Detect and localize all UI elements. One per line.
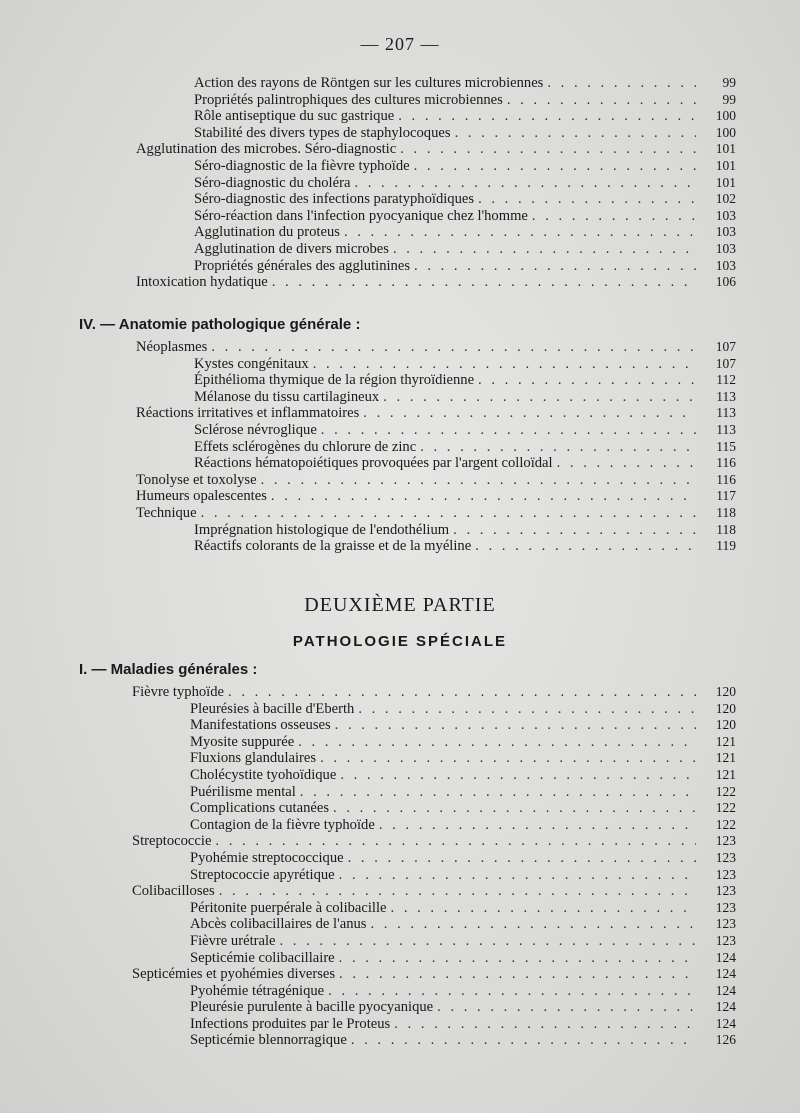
dot-leader (313, 356, 696, 373)
toc-entry (136, 455, 736, 472)
toc-entry-label: Infections produites par le Proteus (190, 1015, 391, 1032)
toc-entry-page: 119 (716, 538, 736, 554)
dot-leader (379, 817, 696, 834)
toc-entry (132, 784, 736, 801)
toc-entry (136, 405, 736, 422)
toc-entry-label: Sclérose névroglique (194, 421, 317, 438)
toc-entry (132, 916, 736, 933)
toc-entry-label: Pyohémie tétragénique (190, 982, 325, 999)
dot-leader (271, 488, 696, 505)
dot-leader (414, 258, 696, 275)
toc-entry (132, 701, 736, 718)
toc-entry (136, 372, 736, 389)
dot-leader (370, 916, 696, 933)
toc-entry-page: 103 (715, 240, 736, 256)
dot-leader (437, 999, 696, 1016)
toc-entry-label: Propriétés palintrophiques des cultures microbiennes (194, 91, 503, 108)
dot-leader (455, 125, 696, 142)
toc-entry-page: 124 (715, 1015, 736, 1031)
toc-entry-page: 123 (715, 916, 736, 932)
dot-leader (215, 833, 696, 850)
dot-leader (339, 950, 696, 967)
toc-entry (132, 883, 736, 900)
dot-leader (358, 701, 696, 718)
toc-entry (136, 356, 736, 373)
toc-entry-label: Manifestations osseuses (190, 717, 331, 734)
toc-entry-page: 117 (716, 488, 736, 504)
toc-entry-page: 115 (716, 438, 736, 454)
toc-entry-page: 113 (716, 421, 736, 437)
dot-leader (280, 933, 697, 950)
toc-entry-label: Kystes congénitaux (194, 355, 309, 372)
toc-entry (136, 175, 736, 192)
toc-entry-page: 122 (715, 800, 736, 816)
toc-entry-label: Septicémies et pyohémies diverses (132, 966, 336, 983)
toc-entry-page: 107 (715, 355, 736, 371)
toc-entry-label: Rôle antiseptique du suc gastrique (194, 108, 395, 125)
toc-entry (136, 75, 736, 92)
toc-entry (136, 274, 736, 291)
dot-leader (339, 966, 696, 983)
part-title: DEUXIÈME PARTIE (304, 594, 496, 616)
dot-leader (398, 108, 696, 125)
toc-entry-label: Complications cutanées (190, 800, 330, 817)
toc-entry (136, 389, 736, 406)
toc-entry-page: 101 (715, 174, 736, 190)
toc-entry (136, 422, 736, 439)
dot-leader (391, 900, 696, 917)
toc-block-microbiology (136, 75, 736, 291)
toc-entry (136, 191, 736, 208)
toc-entry-page: 123 (715, 932, 736, 948)
toc-entry-page: 118 (716, 504, 736, 520)
toc-entry-label: Propriétés générales des agglutinines (194, 257, 411, 274)
toc-entry-label: Tonolyse et toxolyse (136, 471, 257, 488)
toc-entry-page: 124 (715, 982, 736, 998)
part-subtitle: PATHOLOGIE SPÉCIALE (292, 633, 508, 650)
dot-leader (393, 241, 696, 258)
toc-entry-page: 120 (715, 717, 736, 733)
toc-entry-page: 102 (715, 191, 736, 207)
toc-entry-page: 123 (715, 849, 736, 865)
toc-entry (132, 833, 736, 850)
toc-entry (136, 108, 736, 125)
dot-leader (339, 867, 696, 884)
dot-leader (300, 784, 696, 801)
section-heading-maladies: I. — Maladies générales : (79, 661, 258, 678)
dot-leader (547, 75, 696, 92)
toc-entry-page: 120 (715, 700, 736, 716)
toc-entry-page: 121 (715, 750, 736, 766)
toc-entry-page: 103 (715, 207, 736, 223)
toc-entry-label: Abcès colibacillaires de l'anus (190, 916, 367, 933)
toc-entry-label: Épithélioma thymique de la région thyroïdienne (194, 372, 475, 389)
toc-entry (132, 966, 736, 983)
toc-block-anatomie (136, 339, 736, 555)
toc-entry (132, 750, 736, 767)
toc-entry-label: Séro-diagnostic des infections paratyphoïdiques (194, 191, 475, 208)
toc-entry (136, 538, 736, 555)
toc-entry-page: 124 (715, 949, 736, 965)
toc-entry-page: 123 (715, 899, 736, 915)
toc-entry-page: 100 (715, 108, 736, 124)
dot-leader (219, 883, 696, 900)
dot-leader (507, 92, 696, 109)
dot-leader (333, 800, 696, 817)
toc-entry (132, 933, 736, 950)
page-number: — 207 — (360, 34, 440, 54)
toc-entry-label: Colibacilloses (132, 883, 215, 900)
toc-entry-label: Stabilité des divers types de staphylocoques (194, 124, 451, 141)
toc-entry (136, 488, 736, 505)
dot-leader (321, 422, 696, 439)
toc-entry-label: Puérilisme mental (190, 783, 296, 800)
toc-entry-page: 120 (715, 684, 736, 699)
toc-entry-label: Péritonite puerpérale à colibacille (190, 899, 387, 916)
toc-entry-label: Intoxication hydatique (136, 274, 268, 291)
dot-leader (298, 734, 696, 751)
toc-entry (136, 125, 736, 142)
dot-leader (394, 1016, 696, 1033)
dot-leader (420, 439, 696, 456)
toc-entry-page: 122 (715, 783, 736, 799)
toc-entry-page: 107 (715, 339, 736, 354)
toc-entry (136, 472, 736, 489)
section-heading-anatomie: IV. — Anatomie pathologique générale : (79, 316, 361, 333)
toc-entry (132, 867, 736, 884)
dot-leader (348, 850, 696, 867)
dot-leader (414, 158, 696, 175)
toc-entry-label: Humeurs opalescentes (136, 488, 267, 505)
toc-entry-page: 113 (716, 388, 736, 404)
toc-entry (132, 734, 736, 751)
toc-entry (132, 767, 736, 784)
toc-entry-label: Séro-diagnostic de la fièvre typhoïde (194, 157, 410, 174)
toc-entry (132, 1016, 736, 1033)
toc-entry-page: 101 (715, 157, 736, 173)
dot-leader (328, 983, 696, 1000)
toc-entry-label: Réactions hématopoiétiques provoquées par l'argent colloïdal (194, 455, 553, 472)
toc-entry-page: 103 (715, 224, 736, 240)
dot-leader (363, 405, 696, 422)
toc-entry-label: Streptococcie (132, 833, 212, 850)
dot-leader (354, 175, 696, 192)
toc-entry (136, 141, 736, 158)
toc-entry-page: 122 (715, 816, 736, 832)
dot-leader (453, 522, 696, 539)
toc-entry-page: 124 (715, 999, 736, 1015)
toc-entry-label: Contagion de la fièvre typhoïde (190, 816, 375, 833)
toc-entry-label: Imprégnation histologique de l'endothélium (194, 521, 450, 538)
toc-block-maladies (132, 684, 736, 1049)
toc-entry-page: 124 (715, 966, 736, 982)
toc-entry-page: 106 (715, 274, 736, 290)
toc-entry (136, 505, 736, 522)
toc-entry-label: Action des rayons de Röntgen sur les cultures microbiennes (194, 75, 544, 91)
dot-leader (335, 717, 696, 734)
dot-leader (475, 538, 696, 555)
toc-entry-label: Réactifs colorants de la graisse et de la myéline (194, 538, 472, 555)
dot-leader (344, 224, 696, 241)
toc-entry-page: 101 (715, 141, 736, 157)
dot-leader (272, 274, 696, 291)
dot-leader (351, 1032, 696, 1049)
toc-entry (136, 522, 736, 539)
toc-entry (136, 208, 736, 225)
toc-entry-page: 123 (715, 883, 736, 899)
toc-entry-label: Effets sclérogènes du chlorure de zinc (194, 438, 417, 455)
toc-entry-label: Séro-diagnostic du choléra (194, 174, 351, 191)
dot-leader (478, 191, 696, 208)
toc-entry (132, 999, 736, 1016)
dot-leader (383, 389, 696, 406)
toc-entry-page: 99 (722, 91, 736, 107)
toc-entry (132, 717, 736, 734)
toc-entry-label: Agglutination du proteus (194, 224, 340, 241)
toc-entry-label: Septicémie blennorragique (190, 1032, 347, 1049)
toc-entry-page: 123 (715, 833, 736, 849)
toc-entry-label: Réactions irritatives et inflammatoires (136, 405, 360, 422)
dot-leader (532, 208, 696, 225)
dot-leader (478, 372, 696, 389)
toc-entry-label: Mélanose du tissu cartilagineux (194, 388, 380, 405)
toc-entry (136, 258, 736, 275)
toc-entry (132, 800, 736, 817)
toc-entry (132, 817, 736, 834)
toc-entry (136, 339, 736, 356)
toc-entry-page: 100 (715, 124, 736, 140)
toc-entry (136, 92, 736, 109)
toc-entry-label: Agglutination de divers microbes (194, 240, 389, 257)
toc-entry-label: Fièvre urétrale (190, 932, 276, 949)
toc-entry-label: Pleurésies à bacille d'Eberth (190, 700, 355, 717)
toc-entry-page: 103 (715, 257, 736, 273)
toc-entry-page: 123 (715, 866, 736, 882)
dot-leader (340, 767, 696, 784)
dot-leader (557, 455, 696, 472)
toc-entry-label: Pleurésie purulente à bacille pyocyanique (190, 999, 434, 1016)
toc-entry-page: 116 (716, 471, 736, 487)
dot-leader (228, 684, 696, 701)
toc-entry (132, 684, 736, 701)
toc-entry-page: 113 (716, 405, 736, 421)
toc-entry-label: Cholécystite tyohoïdique (190, 766, 337, 783)
toc-entry-label: Agglutination des microbes. Séro-diagnostic (136, 141, 397, 158)
toc-entry (132, 900, 736, 917)
toc-entry-page: 126 (715, 1032, 736, 1048)
toc-entry-label: Néoplasmes (136, 339, 208, 355)
dot-leader (261, 472, 696, 489)
toc-entry-label: Streptococcie apyrétique (190, 866, 335, 883)
toc-entry-page: 116 (716, 455, 736, 471)
toc-entry (132, 983, 736, 1000)
toc-entry (136, 158, 736, 175)
toc-entry (136, 224, 736, 241)
toc-entry (136, 439, 736, 456)
toc-entry-label: Fièvre typhoïde (132, 684, 225, 700)
toc-entry-page: 112 (716, 372, 736, 388)
toc-entry-label: Pyohémie streptococcique (190, 849, 344, 866)
toc-entry-page: 121 (715, 733, 736, 749)
dot-leader (211, 339, 696, 356)
toc-entry-label: Technique (136, 504, 197, 521)
toc-entry (136, 241, 736, 258)
toc-entry-label: Séro-réaction dans l'infection pyocyanique chez l'homme (194, 207, 528, 224)
dot-leader (400, 141, 696, 158)
dot-leader (201, 505, 696, 522)
toc-entry-label: Septicémie colibacillaire (190, 949, 335, 966)
toc-entry-page: 99 (722, 75, 736, 90)
toc-entry (132, 1032, 736, 1049)
dot-leader (320, 750, 696, 767)
toc-entry (132, 950, 736, 967)
toc-entry-label: Myosite suppurée (190, 733, 295, 750)
toc-entry-label: Fluxions glandulaires (190, 750, 317, 767)
toc-entry (132, 850, 736, 867)
toc-entry-page: 121 (715, 766, 736, 782)
toc-entry-page: 118 (716, 521, 736, 537)
